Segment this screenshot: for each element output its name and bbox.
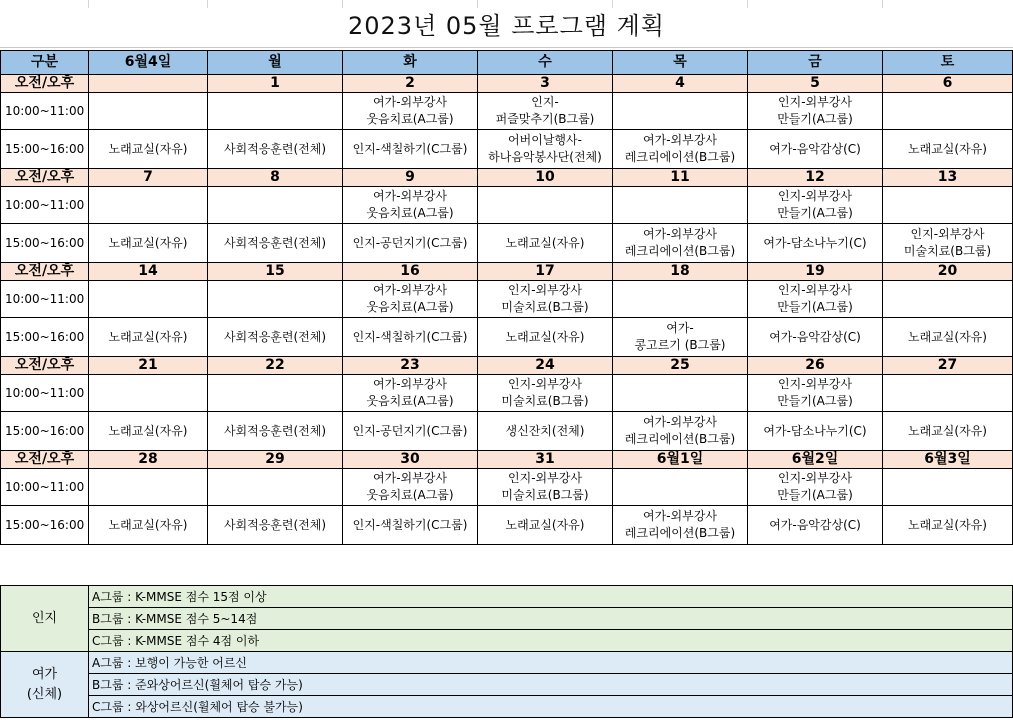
- date-cell: 16: [343, 263, 478, 281]
- program-cell: 노래교실(자유): [478, 318, 613, 357]
- program-cell: 사회적응훈련(전체): [208, 130, 343, 169]
- time-label: 15:00~16:00: [1, 412, 89, 451]
- legend-category: 여가 (신체): [1, 652, 89, 718]
- program-cell: 사회적응훈련(전체): [208, 412, 343, 451]
- date-cell: 17: [478, 263, 613, 281]
- date-cell: 23: [343, 357, 478, 375]
- afternoon-row: [1, 224, 1013, 263]
- period-label: 오전/오후: [1, 451, 89, 469]
- date-cell: 18: [613, 263, 748, 281]
- program-cell: 노래교실(자유): [89, 224, 208, 263]
- legend-item: C그룹 : 와상어르신(휠체어 탑승 불가능): [89, 696, 1013, 718]
- program-cell: 여가-외부강사 웃음치료(A그룹): [343, 375, 478, 412]
- program-cell: 노래교실(자유): [89, 318, 208, 357]
- morning-row: [1, 93, 1013, 130]
- date-cell: 25: [613, 357, 748, 375]
- header-day: 목: [613, 51, 748, 75]
- time-label: 10:00~11:00: [1, 93, 89, 130]
- program-cell: [883, 375, 1013, 412]
- legend-category: 인지: [1, 586, 89, 652]
- date-cell: 8: [208, 169, 343, 187]
- program-cell: [613, 93, 748, 130]
- date-cell: 6: [883, 75, 1013, 93]
- date-cell: 21: [89, 357, 208, 375]
- program-cell: 인지-색칠하기(C그룹): [343, 318, 478, 357]
- date-cell: 6월1일: [613, 451, 748, 469]
- program-cell: 여가- 콩고르기 (B그룹): [613, 318, 748, 357]
- header-row: [1, 51, 1013, 75]
- program-cell: 여가-음악감상(C): [748, 506, 883, 545]
- program-cell: 인지-외부강사 만들기(A그룹): [748, 375, 883, 412]
- program-cell: [89, 469, 208, 506]
- program-cell: 어버이날행사- 하나음악봉사단(전체): [478, 130, 613, 169]
- week-date-row: [1, 263, 1013, 281]
- legend-row: [1, 696, 1013, 718]
- program-cell: 여가-외부강사 레크리에이션(B그룹): [613, 130, 748, 169]
- program-cell: 여가-외부강사 웃음치료(A그룹): [343, 469, 478, 506]
- program-cell: 여가-외부강사 웃음치료(A그룹): [343, 93, 478, 130]
- date-cell: 13: [883, 169, 1013, 187]
- header-day: 수: [478, 51, 613, 75]
- program-cell: 여가-외부강사 웃음치료(A그룹): [343, 281, 478, 318]
- morning-row: [1, 469, 1013, 506]
- program-cell: 인지-외부강사 만들기(A그룹): [748, 93, 883, 130]
- program-cell: 여가-담소나누기(C): [748, 224, 883, 263]
- program-cell: 인지-공던지기(C그룹): [343, 224, 478, 263]
- date-cell: 30: [343, 451, 478, 469]
- date-cell: 15: [208, 263, 343, 281]
- legend-item: C그룹 : K-MMSE 점수 4점 이하: [89, 630, 1013, 652]
- program-cell: [89, 375, 208, 412]
- page-title: 2023년 05월 프로그램 계획: [0, 0, 1013, 48]
- program-cell: 인지-외부강사 만들기(A그룹): [748, 281, 883, 318]
- morning-row: [1, 187, 1013, 224]
- afternoon-row: [1, 506, 1013, 545]
- program-cell: [883, 469, 1013, 506]
- date-cell: 3: [478, 75, 613, 93]
- date-cell: 28: [89, 451, 208, 469]
- program-cell: [89, 281, 208, 318]
- header-day: 금: [748, 51, 883, 75]
- program-cell: [613, 281, 748, 318]
- time-label: 10:00~11:00: [1, 281, 89, 318]
- program-cell: 인지-외부강사 만들기(A그룹): [748, 469, 883, 506]
- legend-item: B그룹 : K-MMSE 점수 5~14점: [89, 608, 1013, 630]
- program-cell: 인지-외부강사 미술치료(B그룹): [883, 224, 1013, 263]
- morning-row: [1, 281, 1013, 318]
- program-cell: 여가-음악감상(C): [748, 318, 883, 357]
- program-cell: 여가-담소나누기(C): [748, 412, 883, 451]
- program-cell: 생신잔치(전체): [478, 412, 613, 451]
- date-cell: 12: [748, 169, 883, 187]
- time-label: 15:00~16:00: [1, 318, 89, 357]
- date-cell: 7: [89, 169, 208, 187]
- legend-row: [1, 586, 1013, 608]
- legend-row: [1, 608, 1013, 630]
- time-label: 15:00~16:00: [1, 130, 89, 169]
- program-cell: [883, 187, 1013, 224]
- program-cell: 여가-외부강사 레크리에이션(B그룹): [613, 412, 748, 451]
- date-cell: 24: [478, 357, 613, 375]
- program-cell: 인지-외부강사 만들기(A그룹): [748, 187, 883, 224]
- week-date-row: [1, 357, 1013, 375]
- program-cell: 노래교실(자유): [89, 130, 208, 169]
- week-date-row: [1, 75, 1013, 93]
- header-day: 토: [883, 51, 1013, 75]
- time-label: 15:00~16:00: [1, 506, 89, 545]
- time-label: 10:00~11:00: [1, 469, 89, 506]
- date-cell: [89, 75, 208, 93]
- date-cell: 31: [478, 451, 613, 469]
- date-cell: 19: [748, 263, 883, 281]
- program-cell: 여가-외부강사 레크리에이션(B그룹): [613, 224, 748, 263]
- program-cell: 여가-음악감상(C): [748, 130, 883, 169]
- date-cell: 11: [613, 169, 748, 187]
- program-cell: 노래교실(자유): [89, 506, 208, 545]
- program-cell: [208, 187, 343, 224]
- week-date-row: [1, 451, 1013, 469]
- legend-item: A그룹 : 보행이 가능한 어르신: [89, 652, 1013, 674]
- program-cell: 노래교실(자유): [883, 506, 1013, 545]
- program-cell: 노래교실(자유): [883, 412, 1013, 451]
- program-cell: [89, 93, 208, 130]
- date-cell: 27: [883, 357, 1013, 375]
- date-cell: 22: [208, 357, 343, 375]
- legend-item: B그룹 : 준와상어르신(휠체어 탑승 가능): [89, 674, 1013, 696]
- date-cell: 6월3일: [883, 451, 1013, 469]
- program-cell: 여가-외부강사 레크리에이션(B그룹): [613, 506, 748, 545]
- program-cell: [613, 375, 748, 412]
- program-cell: [208, 93, 343, 130]
- legend-item: A그룹 : K-MMSE 점수 15점 이상: [89, 586, 1013, 608]
- time-label: 10:00~11:00: [1, 187, 89, 224]
- date-cell: 29: [208, 451, 343, 469]
- period-label: 오전/오후: [1, 75, 89, 93]
- program-cell: 노래교실(자유): [478, 224, 613, 263]
- program-cell: 사회적응훈련(전체): [208, 224, 343, 263]
- date-cell: 6월2일: [748, 451, 883, 469]
- header-category: 구분: [1, 51, 89, 75]
- program-cell: [208, 281, 343, 318]
- afternoon-row: [1, 130, 1013, 169]
- program-cell: 인지-색칠하기(C그룹): [343, 506, 478, 545]
- program-cell: 사회적응훈련(전체): [208, 506, 343, 545]
- group-legend-table: [0, 585, 1013, 718]
- legend-row: [1, 674, 1013, 696]
- date-cell: 9: [343, 169, 478, 187]
- period-label: 오전/오후: [1, 263, 89, 281]
- legend-row: [1, 630, 1013, 652]
- program-cell: [89, 187, 208, 224]
- date-cell: 14: [89, 263, 208, 281]
- program-cell: 노래교실(자유): [89, 412, 208, 451]
- date-cell: 5: [748, 75, 883, 93]
- program-cell: 인지-외부강사 미술치료(B그룹): [478, 469, 613, 506]
- time-label: 15:00~16:00: [1, 224, 89, 263]
- program-cell: [613, 469, 748, 506]
- program-cell: 인지-색칠하기(C그룹): [343, 130, 478, 169]
- program-cell: 노래교실(자유): [883, 130, 1013, 169]
- afternoon-row: [1, 412, 1013, 451]
- program-cell: [208, 375, 343, 412]
- period-label: 오전/오후: [1, 169, 89, 187]
- program-cell: 인지-공던지기(C그룹): [343, 412, 478, 451]
- program-cell: 노래교실(자유): [478, 506, 613, 545]
- date-cell: 10: [478, 169, 613, 187]
- week-date-row: [1, 169, 1013, 187]
- afternoon-row: [1, 318, 1013, 357]
- date-cell: 1: [208, 75, 343, 93]
- date-cell: 20: [883, 263, 1013, 281]
- program-cell: [208, 469, 343, 506]
- morning-row: [1, 375, 1013, 412]
- period-label: 오전/오후: [1, 357, 89, 375]
- header-day: 월: [208, 51, 343, 75]
- program-cell: [883, 281, 1013, 318]
- program-cell: 인지-외부강사 미술치료(B그룹): [478, 375, 613, 412]
- time-label: 10:00~11:00: [1, 375, 89, 412]
- date-cell: 2: [343, 75, 478, 93]
- program-cell: 인지-외부강사 미술치료(B그룹): [478, 281, 613, 318]
- program-cell: 여가-외부강사 웃음치료(A그룹): [343, 187, 478, 224]
- schedule-table: [0, 50, 1013, 545]
- header-day: 6월4일: [89, 51, 208, 75]
- program-cell: [478, 187, 613, 224]
- program-cell: [883, 93, 1013, 130]
- program-cell: 노래교실(자유): [883, 318, 1013, 357]
- program-cell: [613, 187, 748, 224]
- header-day: 화: [343, 51, 478, 75]
- date-cell: 26: [748, 357, 883, 375]
- date-cell: 4: [613, 75, 748, 93]
- program-cell: 사회적응훈련(전체): [208, 318, 343, 357]
- legend-row: [1, 652, 1013, 674]
- program-cell: 인지- 퍼즐맞추기(B그룹): [478, 93, 613, 130]
